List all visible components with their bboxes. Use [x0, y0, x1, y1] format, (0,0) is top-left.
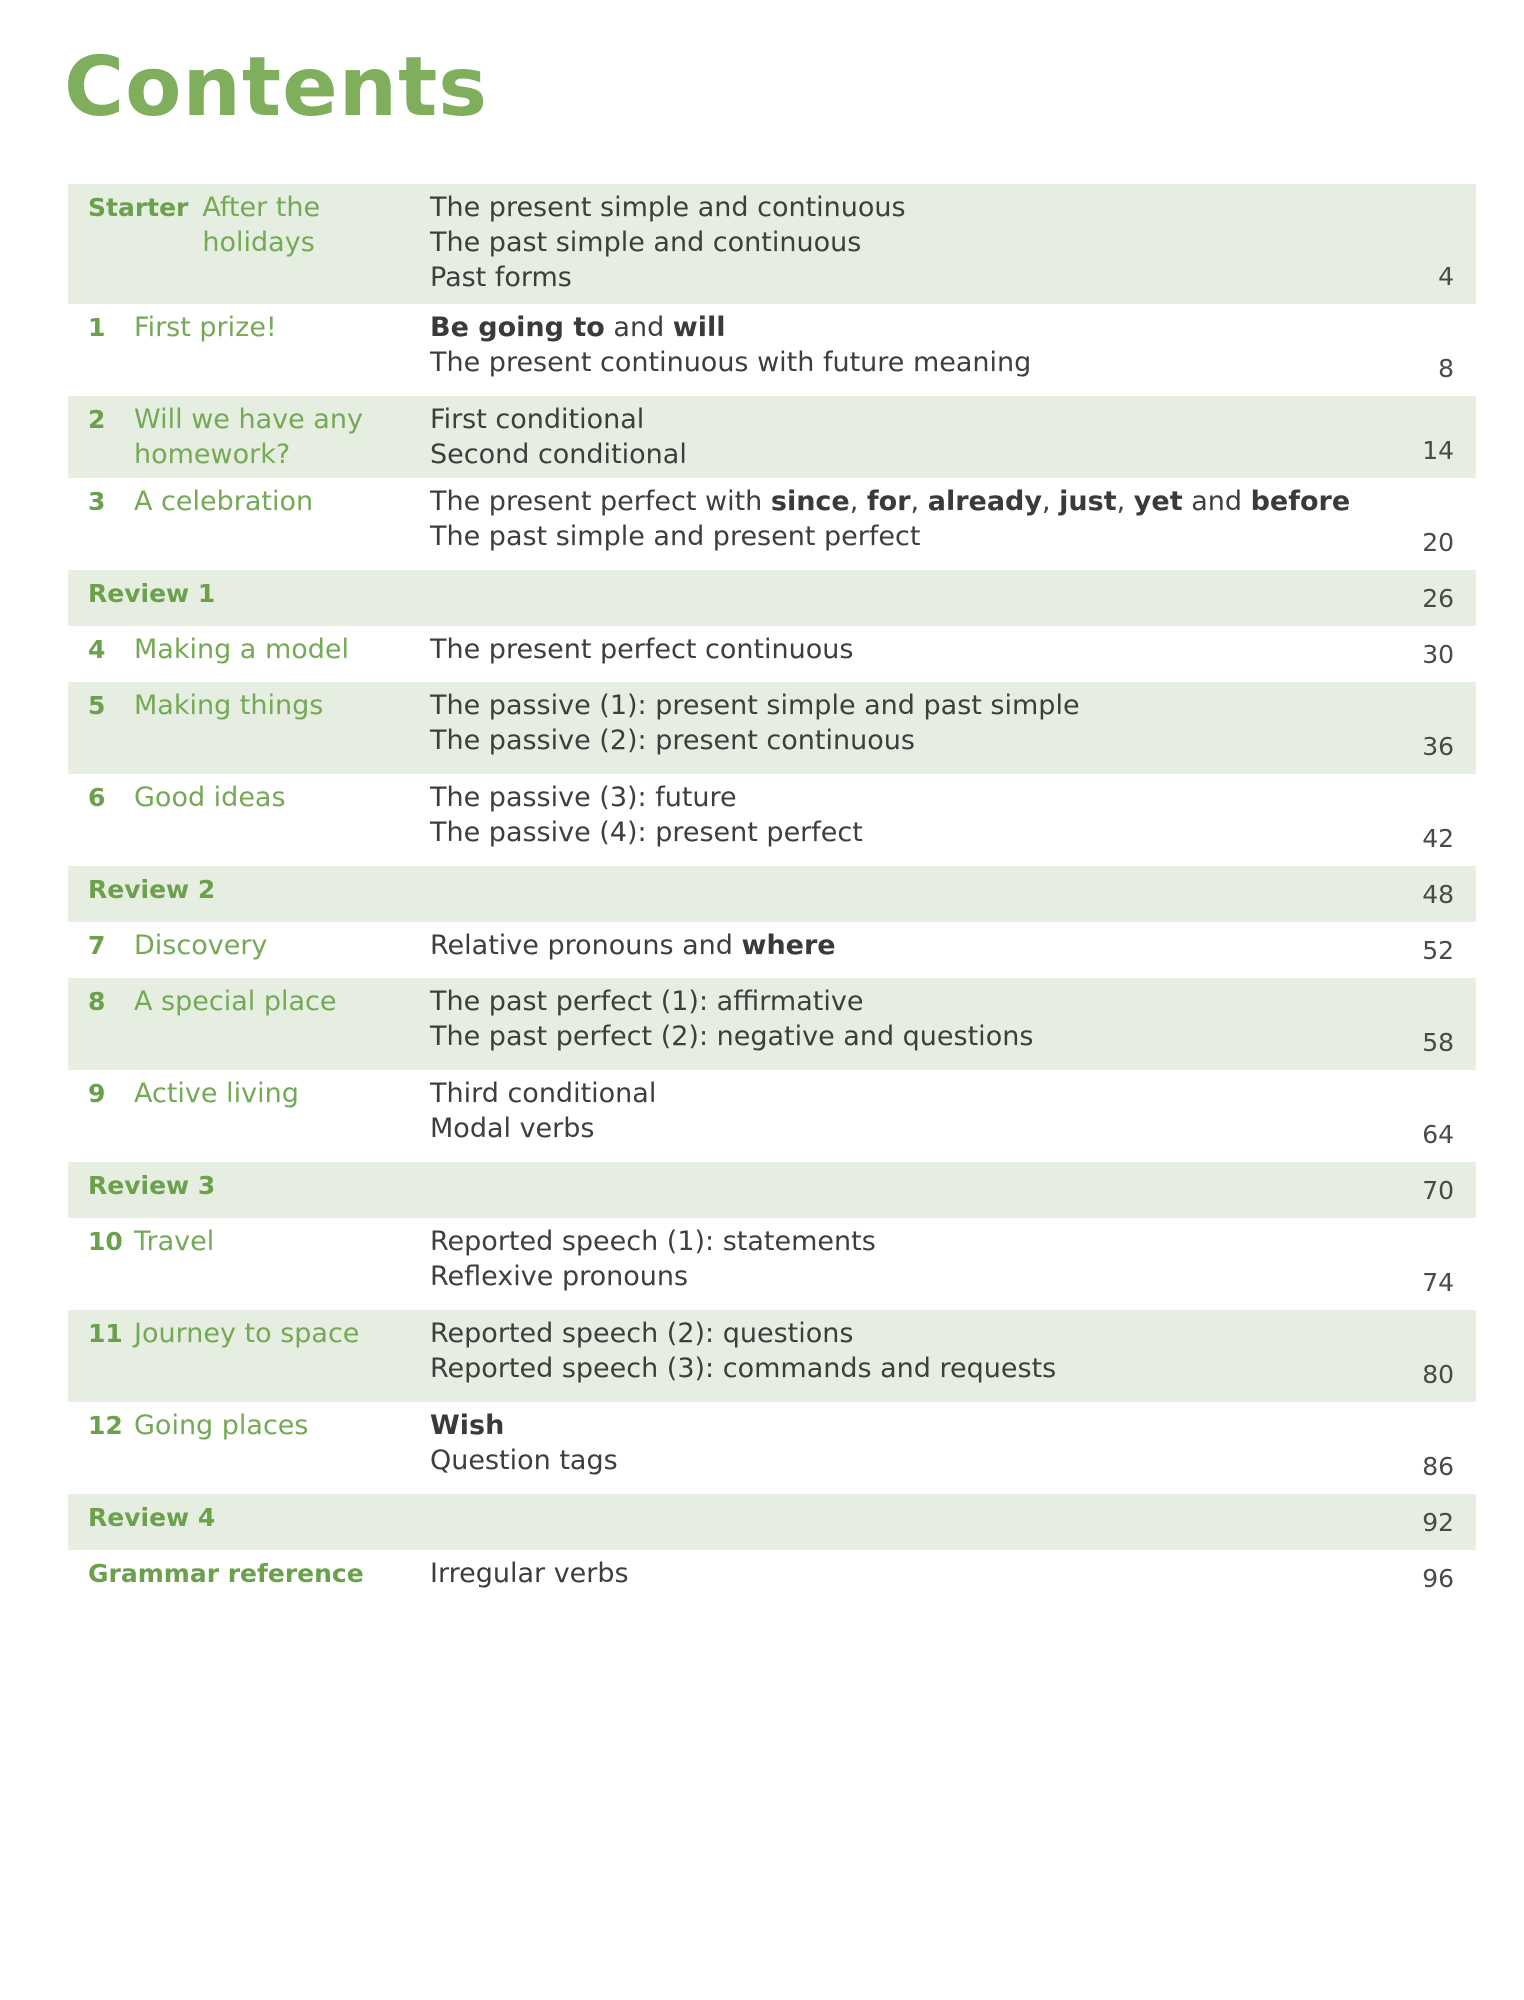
unit-number: 12	[88, 1411, 123, 1440]
unit-row	[68, 304, 1476, 396]
grammar-topic: The passive (2): present continuous	[430, 725, 915, 756]
unit-title: Active living	[134, 1078, 299, 1109]
grammar-topic: Relative pronouns and where	[430, 930, 836, 961]
review-row	[68, 1550, 1476, 1606]
unit-topics	[430, 632, 1476, 667]
unit-topics	[430, 484, 1476, 554]
starter-title: After the holidays	[202, 192, 321, 258]
unit-number: 5	[88, 691, 106, 720]
grammar-topic: The passive (3): future	[430, 782, 737, 813]
unit-topics	[430, 310, 1476, 380]
unit-title: Making things	[134, 690, 324, 721]
unit-row	[68, 396, 1476, 478]
unit-title: First prize!	[134, 312, 277, 343]
unit-topics	[430, 928, 1476, 963]
review-label: Review 1	[88, 579, 216, 608]
page-number: 96	[1422, 1564, 1454, 1593]
page-number: 42	[1422, 824, 1454, 853]
page-number: 58	[1422, 1028, 1454, 1057]
unit-row	[68, 626, 1476, 682]
grammar-topic: The present perfect continuous	[430, 634, 854, 665]
grammar-topic: First conditional	[430, 404, 645, 435]
starter-topic: Past forms	[430, 262, 572, 293]
grammar-topic: Irregular verbs	[430, 1558, 629, 1589]
grammar-topic: Be going to and will	[430, 312, 726, 343]
unit-number: 1	[88, 313, 106, 342]
grammar-topic: Reflexive pronouns	[430, 1261, 689, 1292]
unit-row	[68, 478, 1476, 570]
grammar-topic: Reported speech (3): commands and requests	[430, 1353, 1057, 1384]
grammar-topic: Modal verbs	[430, 1113, 595, 1144]
review-label: Review 3	[88, 1171, 216, 1200]
page-number: 64	[1422, 1120, 1454, 1149]
unit-number: 8	[88, 987, 106, 1016]
page-number: 74	[1422, 1268, 1454, 1297]
starter-topic: The past simple and continuous	[430, 227, 862, 258]
grammar-topic: Reported speech (2): questions	[430, 1318, 854, 1349]
unit-topics	[430, 780, 1476, 850]
starter-label: Starter	[88, 193, 189, 222]
unit-topics	[430, 688, 1476, 758]
unit-topics	[430, 402, 1476, 472]
contents-table	[68, 184, 1476, 1606]
grammar-topic: The past perfect (1): affirmative	[430, 986, 864, 1017]
review-row	[68, 1494, 1476, 1550]
page-number: 92	[1422, 1508, 1454, 1537]
page-number: 8	[1438, 354, 1454, 383]
unit-list	[68, 304, 1476, 1606]
starter-topics	[430, 190, 1476, 295]
unit-title: Travel	[134, 1226, 215, 1257]
starter-topic: The present simple and continuous	[430, 192, 906, 223]
unit-topics	[430, 1556, 1476, 1591]
review-row	[68, 570, 1476, 626]
page-number: 52	[1422, 936, 1454, 965]
grammar-topic: Wish	[430, 1410, 505, 1441]
unit-topics	[430, 1408, 1476, 1478]
grammar-topic: The passive (1): present simple and past simple	[430, 690, 1080, 721]
grammar-topic: The passive (4): present perfect	[430, 817, 863, 848]
page-number: 48	[1422, 880, 1454, 909]
unit-title: Will we have any homework?	[134, 404, 363, 470]
page-number: 36	[1422, 732, 1454, 761]
page-number: 70	[1422, 1176, 1454, 1205]
unit-title: A celebration	[134, 486, 314, 517]
grammar-topic: Third conditional	[430, 1078, 657, 1109]
unit-row	[68, 1218, 1476, 1310]
page-title: Contents	[64, 40, 489, 135]
unit-row	[68, 978, 1476, 1070]
unit-number: 6	[88, 783, 106, 812]
unit-title: Making a model	[134, 634, 350, 665]
review-label: Review 4	[88, 1503, 216, 1532]
review-row	[68, 866, 1476, 922]
page-number: 4	[1438, 262, 1454, 291]
page-number: 80	[1422, 1360, 1454, 1389]
unit-row	[68, 682, 1476, 774]
unit-number: 2	[88, 405, 106, 434]
unit-number: 10	[88, 1227, 123, 1256]
starter-row	[68, 184, 1476, 304]
unit-topics	[430, 1076, 1476, 1146]
page-number: 26	[1422, 584, 1454, 613]
unit-row	[68, 774, 1476, 866]
page-number: 30	[1422, 640, 1454, 669]
unit-number: 4	[88, 635, 106, 664]
grammar-topic: Question tags	[430, 1445, 618, 1476]
unit-title: Discovery	[134, 930, 268, 961]
unit-row	[68, 1070, 1476, 1162]
page-number: 14	[1422, 436, 1454, 465]
review-label: Grammar reference	[88, 1559, 364, 1588]
unit-row	[68, 1402, 1476, 1494]
grammar-topic: The past simple and present perfect	[430, 521, 921, 552]
page-number: 20	[1422, 528, 1454, 557]
unit-title: Journey to space	[134, 1318, 360, 1349]
unit-row	[68, 1310, 1476, 1402]
unit-topics	[430, 984, 1476, 1054]
grammar-topic: The present perfect with since, for, already, just, yet and before	[430, 486, 1351, 517]
grammar-topic: The present continuous with future meaning	[430, 347, 1032, 378]
unit-row	[68, 922, 1476, 978]
grammar-topic: Reported speech (1): statements	[430, 1226, 876, 1257]
unit-number: 9	[88, 1079, 106, 1108]
grammar-topic: The past perfect (2): negative and questions	[430, 1021, 1034, 1052]
page-number: 86	[1422, 1452, 1454, 1481]
grammar-topic: Second conditional	[430, 439, 687, 470]
review-label: Review 2	[88, 875, 216, 904]
unit-title: Going places	[134, 1410, 309, 1441]
unit-topics	[430, 1316, 1476, 1386]
unit-number: 7	[88, 931, 106, 960]
unit-number: 11	[88, 1319, 123, 1348]
unit-title: A special place	[134, 986, 337, 1017]
review-row	[68, 1162, 1476, 1218]
unit-topics	[430, 1224, 1476, 1294]
unit-number: 3	[88, 487, 106, 516]
unit-title: Good ideas	[134, 782, 286, 813]
